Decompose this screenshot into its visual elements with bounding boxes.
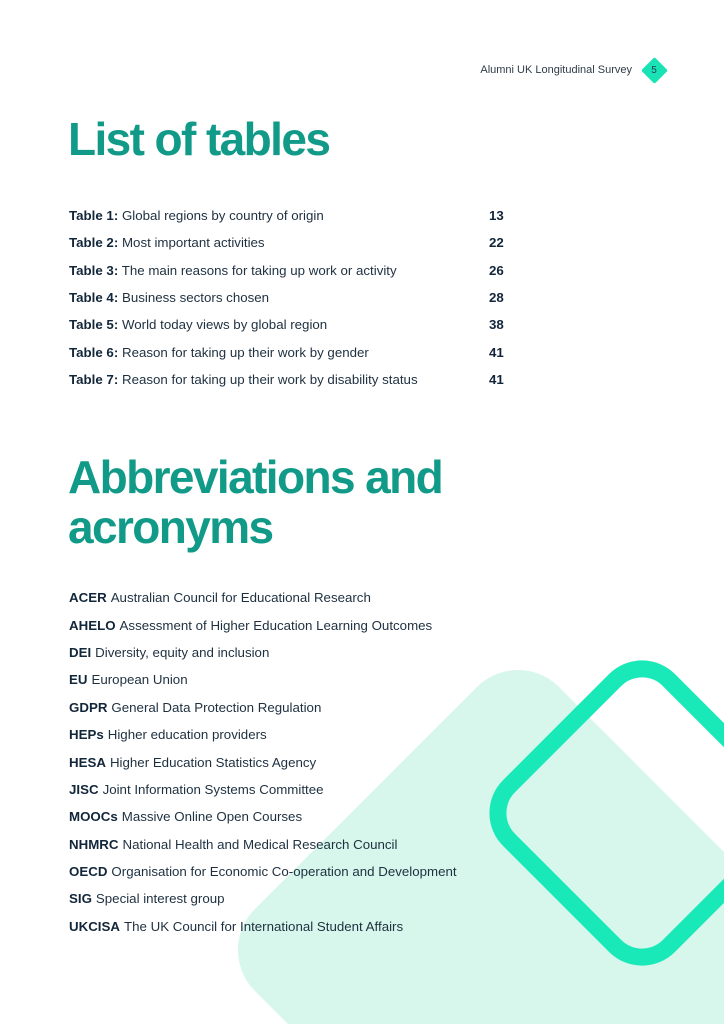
table-of-contents-entry[interactable] (69, 311, 509, 338)
page-number: 5 (651, 64, 657, 76)
abbreviation-term: JISC (69, 781, 99, 797)
abbreviation-term: SIG (69, 891, 92, 907)
table-description: Business sectors chosen (121, 290, 270, 306)
table-label: Table 1: (69, 208, 119, 224)
table-label: Table 7: (69, 371, 119, 387)
abbreviation-term: HEPs (69, 727, 104, 743)
abbreviation-term: HESA (69, 754, 106, 770)
entry-title (69, 263, 397, 278)
abbreviations-list (69, 584, 529, 940)
table-label: Table 5: (69, 317, 119, 333)
abbreviations-heading-line2: acronyms (68, 501, 273, 553)
page-number: 41 (489, 344, 504, 360)
page-number: 38 (489, 317, 504, 333)
abbreviation-entry (69, 694, 529, 721)
abbreviation-entry (69, 858, 529, 885)
page-number: 13 (489, 208, 504, 224)
table-of-contents-entry[interactable] (69, 229, 509, 256)
table-label: Table 3: (69, 262, 119, 278)
abbreviation-definition: Joint Information Systems Committee (102, 781, 324, 797)
table-label: Table 2: (69, 235, 119, 251)
abbreviations-heading-line1: Abbreviations and (68, 451, 443, 503)
abbreviation-term: MOOCs (69, 809, 118, 825)
abbreviation-definition: The UK Council for International Student Affairs (123, 918, 404, 934)
abbreviation-entry (69, 666, 529, 693)
abbreviation-entry (69, 584, 529, 611)
table-description: Reason for taking up their work by gender (121, 344, 369, 360)
abbreviation-definition: Assessment of Higher Education Learning Outcomes (119, 617, 433, 633)
entry-title (69, 290, 269, 305)
abbreviation-definition: Higher Education Statistics Agency (109, 754, 317, 770)
abbreviation-definition: Diversity, equity and inclusion (95, 644, 270, 660)
table-description: Most important activities (121, 235, 265, 251)
abbreviation-term: EU (69, 672, 88, 688)
abbreviation-definition: Organisation for Economic Co-operation and Development (111, 864, 457, 880)
entry-title (69, 208, 324, 223)
abbreviation-definition: Special interest group (95, 891, 225, 907)
abbreviation-term: ACER (69, 590, 107, 606)
abbreviations-heading (68, 452, 628, 552)
table-description: The main reasons for taking up work or activity (121, 262, 397, 278)
abbreviation-term: NHMRC (69, 836, 119, 852)
abbreviation-term: AHELO (69, 617, 116, 633)
table-of-contents-entry[interactable] (69, 284, 509, 311)
table-label: Table 4: (69, 290, 119, 306)
page-header (480, 60, 668, 80)
entry-title (69, 372, 418, 387)
entry-title (69, 345, 369, 360)
table-description: World today views by global region (121, 317, 328, 333)
report-title: Alumni UK Longitudinal Survey (480, 64, 632, 76)
abbreviation-entry (69, 639, 529, 666)
table-description: Global regions by country of origin (121, 208, 324, 224)
page-number: 22 (489, 235, 504, 251)
table-of-contents-entry[interactable] (69, 338, 509, 365)
table-label: Table 6: (69, 344, 119, 360)
abbreviation-entry (69, 776, 529, 803)
abbreviation-term: OECD (69, 864, 108, 880)
abbreviation-entry (69, 748, 529, 775)
abbreviation-definition: Massive Online Open Courses (121, 809, 303, 825)
list-of-tables-heading: List of tables (68, 113, 330, 165)
abbreviation-definition: Australian Council for Educational Research (110, 590, 371, 606)
abbreviation-entry (69, 831, 529, 858)
abbreviation-definition: European Union (91, 672, 188, 688)
abbreviation-definition: Higher education providers (107, 727, 267, 743)
table-of-contents-entry[interactable] (69, 366, 509, 393)
abbreviation-entry (69, 721, 529, 748)
abbreviation-definition: National Health and Medical Research Council (122, 836, 398, 852)
abbreviation-entry (69, 803, 529, 830)
entry-title (69, 235, 265, 250)
entry-title (69, 317, 327, 332)
abbreviation-term: UKCISA (69, 918, 120, 934)
abbreviation-entry (69, 913, 529, 940)
page-number: 26 (489, 262, 504, 278)
abbreviation-term: GDPR (69, 699, 108, 715)
page-number: 41 (489, 371, 504, 387)
table-of-contents-entry[interactable] (69, 202, 509, 229)
abbreviation-entry (69, 611, 529, 638)
abbreviation-term: DEI (69, 644, 92, 660)
table-description: Reason for taking up their work by disability status (121, 371, 418, 387)
page-number: 28 (489, 290, 504, 306)
table-of-contents-entry[interactable] (69, 257, 509, 284)
list-of-tables (69, 202, 509, 393)
abbreviation-definition: General Data Protection Regulation (111, 699, 322, 715)
page-number-badge (640, 56, 668, 84)
abbreviation-entry (69, 885, 529, 912)
